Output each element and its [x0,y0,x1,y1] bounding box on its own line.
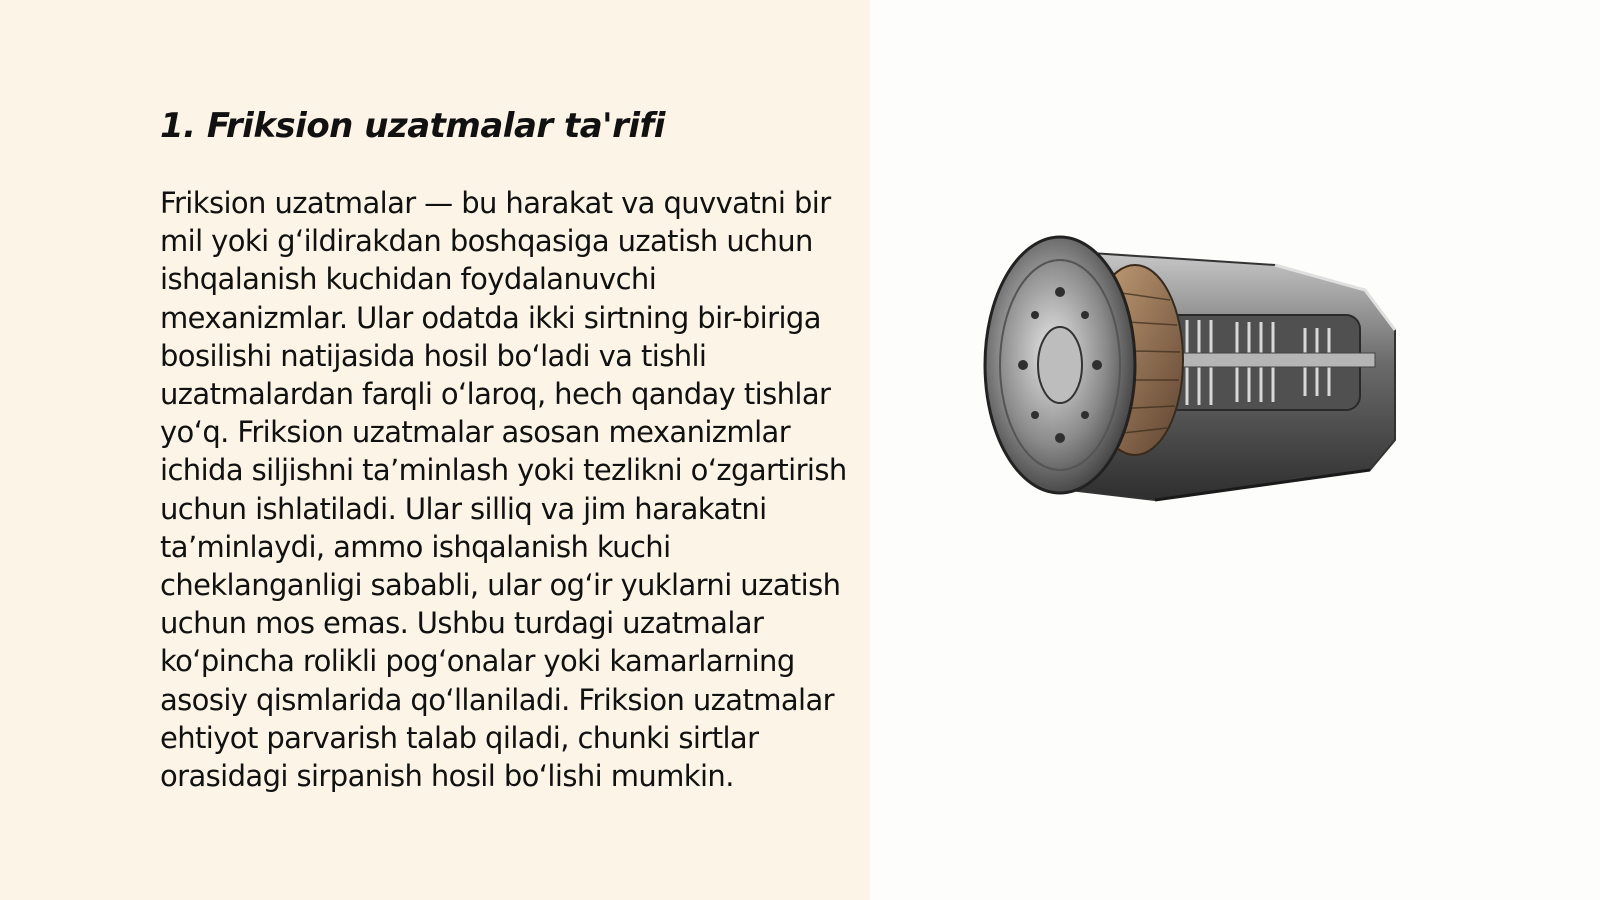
transmission-illustration [975,220,1415,510]
transmission-icon [975,220,1415,510]
slide-body-text: Friksion uzatmalar — bu harakat va quvvatni bir mil yoki g‘ildirakdan boshqasiga uzatish uchun ishqalanish kuchidan foydalanuvchi mexanizmlar. Ular odatda ikki sirtning bir-biriga bosilishi natijasida hosil bo‘ladi va tishli uzatmalardan farqli o‘laroq, hech qanday tishlar yo‘q. Friksion uzatmalar asosan mexanizmlar ichida siljishni ta’minlash yoki tezlikni o‘zgartirish uchun ishlatiladi. Ular silliq va jim harakatni ta’minlaydi, ammo ishqalanish kuchi cheklanganligi sababli, ular og‘ir yuklarni uzatish uchun mos emas. Ushbu turdagi uzatmalar ko‘pincha rolikli pog‘onalar yoki kamarlarning asosiy qismlarida qo‘llaniladi. Friksion uzatmalar ehtiyot parvarish talab qiladi, chunki sirtlar orasidagi sirpanish hosil bo‘lishi mumkin. [160,186,847,794]
slide-title: 1. Friksion uzatmalar ta'rifi [160,106,665,146]
